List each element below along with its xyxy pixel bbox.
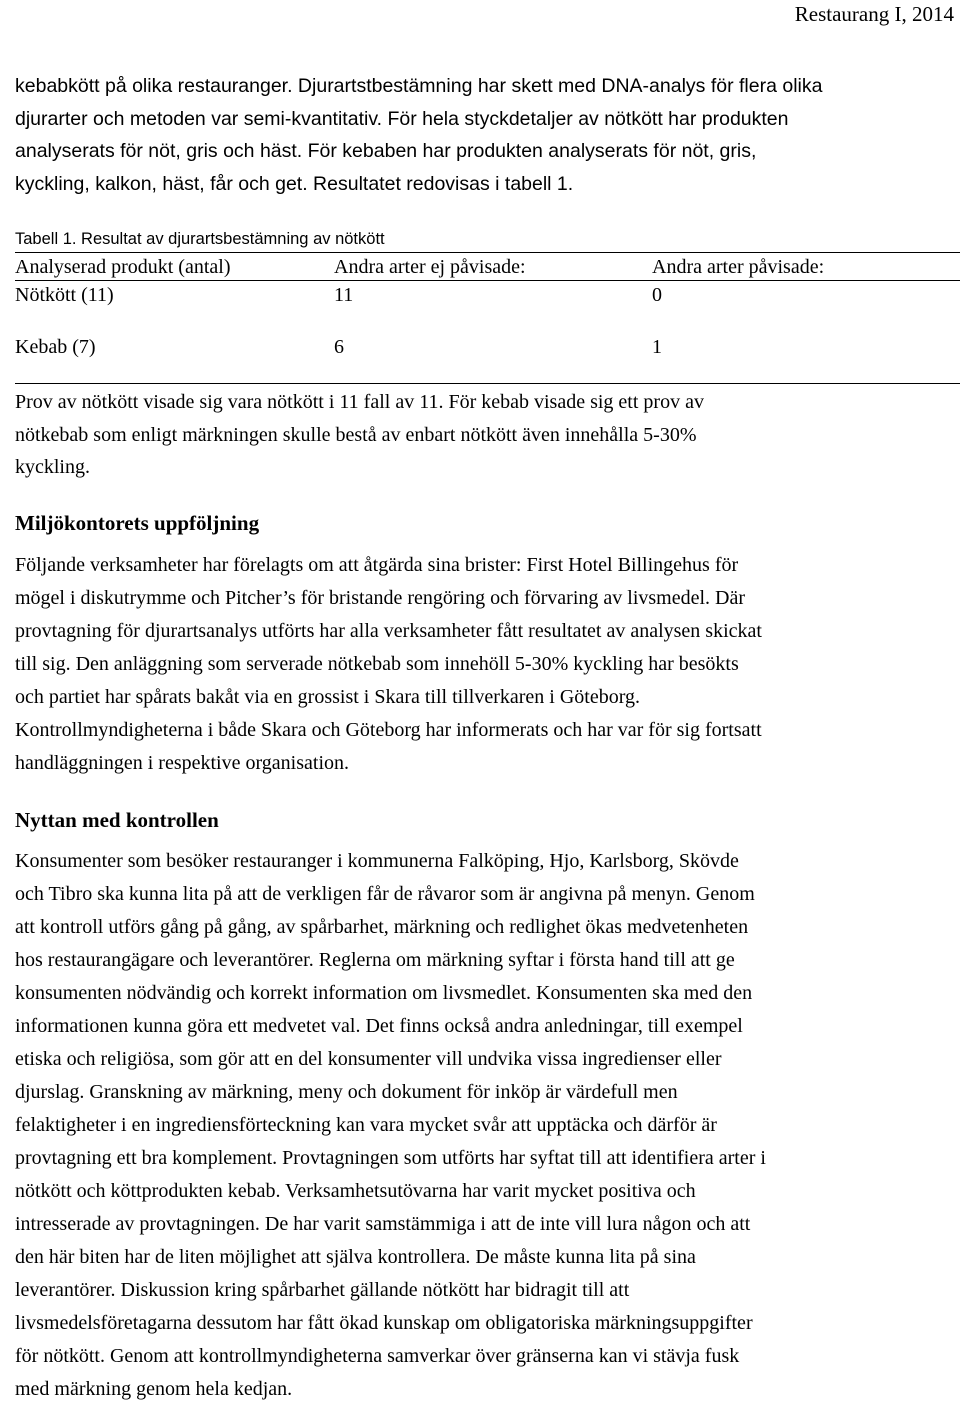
table-cell-product: Kebab (7) (15, 336, 96, 358)
text-line: till sig. Den anläggning som serverade nötkebab som innehöll 5-30% kyckling har besökts (15, 653, 739, 675)
text-line: och Tibro ska kunna lita på att de verkligen får de råvaror som är angivna på menyn. Genom (15, 883, 755, 905)
text-line: hos restaurangägare och leverantörer. Reglerna om märkning syftar i första hand till att ge (15, 949, 735, 971)
text-line: djurarter och metoden var semi-kvantitativ. För hela styckdetaljer av nötkött har produkten (15, 107, 789, 130)
text-line: nötkebab som enligt märkningen skulle bestå av enbart nötkött även innehålla 5-30% (15, 423, 697, 446)
table-bottom-rule (15, 383, 960, 384)
text-line: med märkning genom hela kedjan. (15, 1378, 293, 1400)
section-body-nyttan (15, 845, 960, 1406)
text-line: mögel i diskutrymme och Pitcher’s för bristande rengöring och förvaring av livsmedel. Där (15, 587, 745, 609)
text-line: Kontrollmyndigheterna i både Skara och Göteborg har informerats och har var för sig fortsatt (15, 719, 762, 741)
text-line: konsumenten nödvändig och korrekt information om livsmedlet. Konsumenten ska med den (15, 982, 753, 1004)
text-line: och partiet har spårats bakåt via en grossist i Skara till tillverkaren i Göteborg. (15, 686, 641, 708)
table-cell-not-detected: 11 (334, 284, 354, 306)
text-line: Konsumenter som besöker restauranger i kommunerna Falköping, Hjo, Karlsborg, Skövde (15, 850, 739, 872)
text-line: kyckling. (15, 456, 90, 478)
table-header-product: Analyserad produkt (antal) (15, 256, 231, 278)
intro-paragraph (15, 70, 955, 200)
running-header: Restaurang I, 2014 (794, 2, 954, 26)
text-line: intresserade av provtagningen. De har varit samstämmiga i att de inte vill lura någon och att (15, 1213, 751, 1235)
text-line: för nötkött. Genom att kontrollmyndigheterna samverkar över gränserna kan vi stävja fusk (15, 1345, 740, 1367)
section-heading-miljo: Miljökontorets uppföljning (15, 511, 260, 535)
table-cell-detected: 0 (652, 284, 662, 306)
text-line: livsmedelsföretagarna dessutom har fått ökad kunskap om obligatoriska märkningsuppgifter (15, 1312, 753, 1334)
section-heading-nyttan: Nyttan med kontrollen (15, 808, 219, 832)
table-header-not-detected: Andra arter ej påvisade: (334, 256, 526, 278)
table-cell-detected: 1 (652, 336, 662, 358)
text-line: felaktigheter i en ingrediensförteckning kan vara mycket svår att upptäcka och därför är (15, 1114, 717, 1136)
text-line: handläggningen i respektive organisation. (15, 752, 349, 774)
table-top-rule (15, 252, 960, 253)
section-body-miljo (15, 549, 960, 780)
text-line: kyckling, kalkon, häst, får och get. Resultatet redovisas i tabell 1. (15, 172, 574, 195)
table-header-detected: Andra arter påvisade: (652, 256, 825, 278)
text-line: djurslag. Granskning av märkning, meny och dokument för inköp är värdefull men (15, 1081, 678, 1103)
text-line: leverantörer. Diskussion kring spårbarhet gällande nötkött har bidragit till att (15, 1279, 630, 1301)
text-line: den här biten har de liten möjlighet att själva kontrollera. De måste kunna lita på sina (15, 1246, 696, 1268)
text-line: informationen kunna göra ett medvetet val. Det finns också andra anledningar, till exempel (15, 1015, 743, 1037)
text-line: provtagning ett bra komplement. Provtagningen som utförts har syftat till att identifiera arter i (15, 1147, 766, 1169)
text-line: nötkött och köttprodukten kebab. Verksamhetsutövarna har varit mycket positiva och (15, 1180, 696, 1202)
text-line: kebabkött på olika restauranger. Djurartstbestämning har skett med DNA-analys för flera olika (15, 75, 823, 97)
text-line: att kontroll utförs gång på gång, av spårbarhet, märkning och redlighet ökas medvetenheten (15, 916, 749, 938)
text-line: analyserats för nöt, gris och häst. För kebaben har produkten analyserats för nöt, gris, (15, 140, 757, 162)
text-line: etiska och religiösa, som gör att en del konsumenter vill undvika vissa ingredienser eller (15, 1048, 722, 1070)
table-summary-paragraph (15, 386, 960, 484)
text-line: Prov av nötkött visade sig vara nötkött i 11 fall av 11. För kebab visade sig ett prov av (15, 391, 704, 413)
text-line: Följande verksamheter har förelagts om att åtgärda sina brister: First Hotel Billingehus för (15, 554, 739, 576)
table-cell-product: Nötkött (11) (15, 284, 114, 306)
table-cell-not-detected: 6 (334, 336, 344, 358)
table-header-rule (15, 280, 960, 281)
text-line: provtagning för djurartsanalys utförts har alla verksamheter fått resultatet av analysen skickat (15, 620, 762, 642)
table-caption: Tabell 1. Resultat av djurartsbestämning av nötkött (15, 230, 385, 248)
